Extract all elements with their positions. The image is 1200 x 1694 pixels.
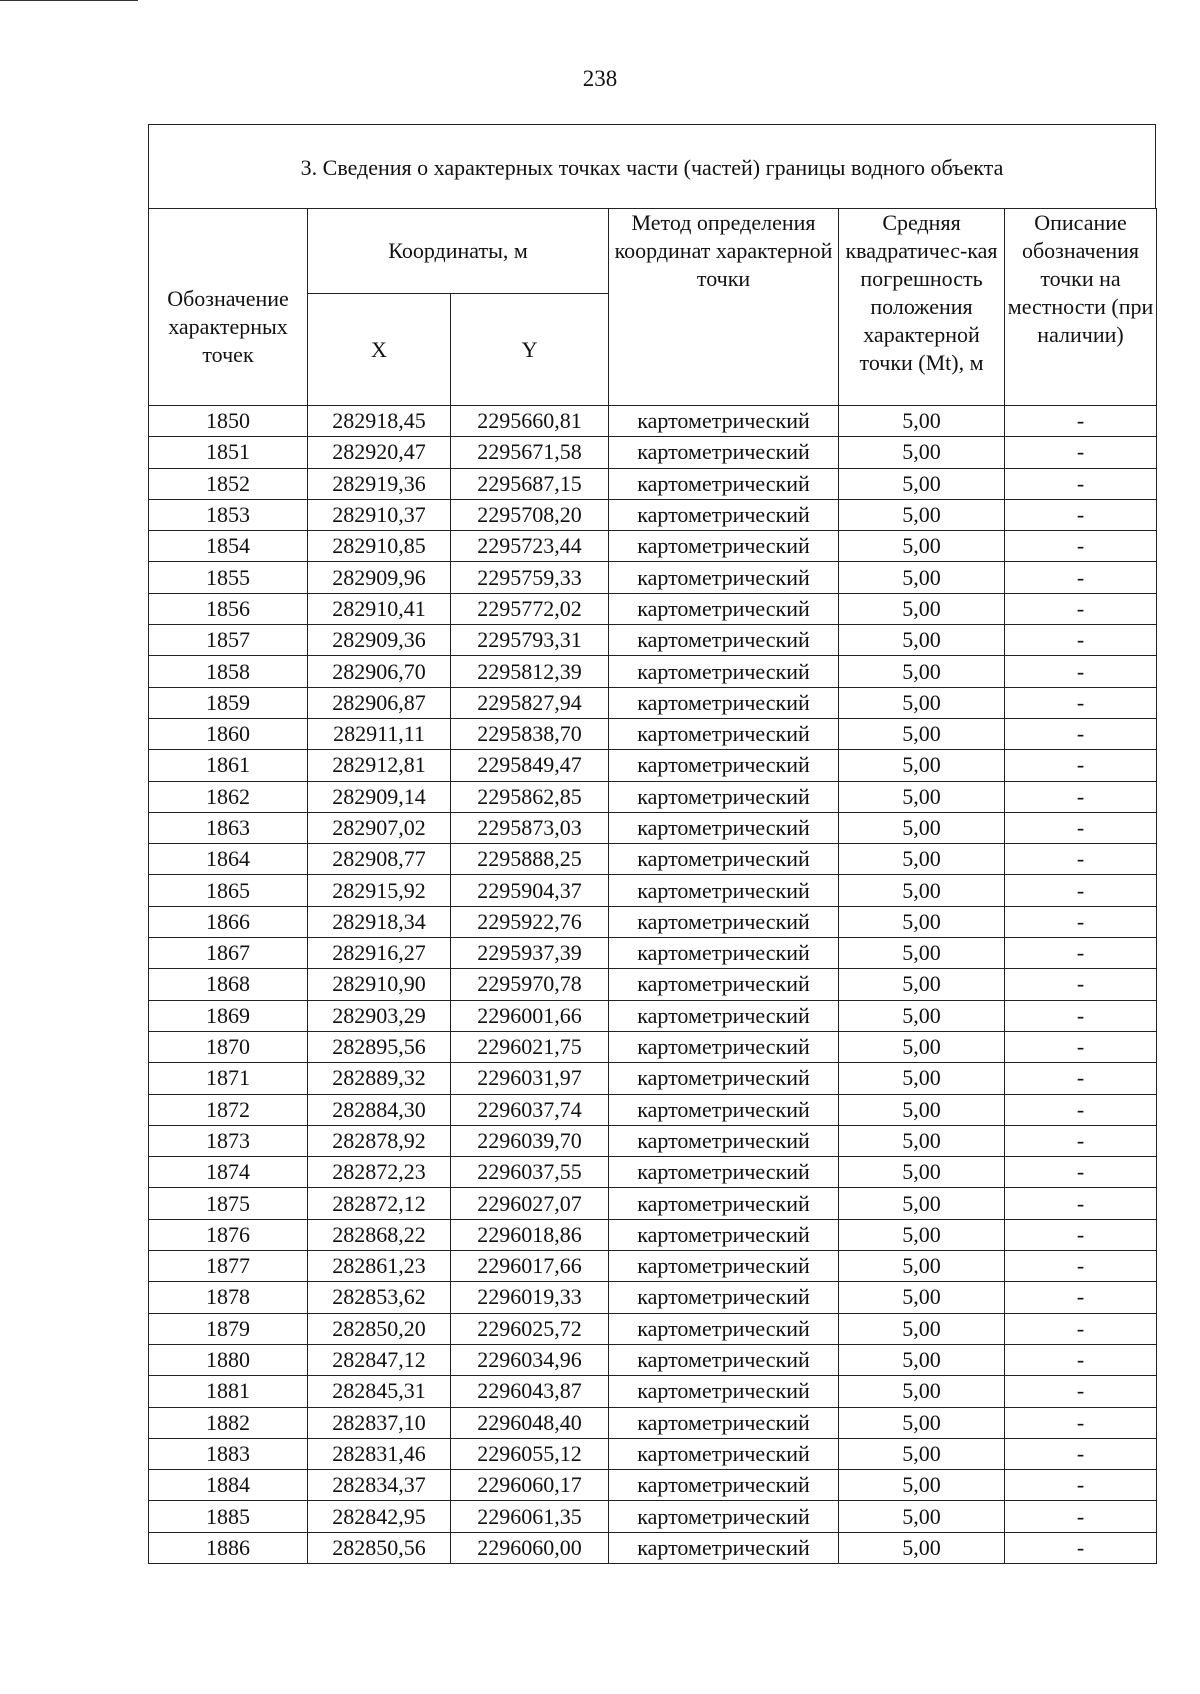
- cell-x: 282907,02: [308, 812, 451, 843]
- cell-mean-error: 5,00: [839, 1031, 1005, 1062]
- table-row: [149, 1470, 1157, 1501]
- cell-mean-error: 5,00: [839, 938, 1005, 969]
- cell-x: 282906,70: [308, 656, 451, 687]
- cell-description: -: [1005, 812, 1157, 843]
- header-designation: Обозначение характерных точек: [149, 209, 308, 406]
- cell-method: картометрический: [609, 906, 839, 937]
- table-row: [149, 468, 1157, 499]
- cell-y: 2295827,94: [451, 687, 609, 718]
- cell-description: -: [1005, 1376, 1157, 1407]
- cell-y: 2295862,85: [451, 781, 609, 812]
- header-x: X: [308, 294, 451, 406]
- table-row: [149, 781, 1157, 812]
- cell-description: -: [1005, 468, 1157, 499]
- cell-method: картометрический: [609, 844, 839, 875]
- cell-description: -: [1005, 625, 1157, 656]
- cell-y: 2296031,97: [451, 1063, 609, 1094]
- cell-y: 2296060,17: [451, 1470, 609, 1501]
- cell-method: картометрический: [609, 593, 839, 624]
- cell-description: -: [1005, 687, 1157, 718]
- cell-point-id: 1875: [149, 1188, 308, 1219]
- cell-method: картометрический: [609, 969, 839, 1000]
- cell-x: 282834,37: [308, 1470, 451, 1501]
- cell-mean-error: 5,00: [839, 1282, 1005, 1313]
- cell-mean-error: 5,00: [839, 1125, 1005, 1156]
- cell-description: -: [1005, 1188, 1157, 1219]
- cell-y: 2295723,44: [451, 531, 609, 562]
- cell-x: 282908,77: [308, 844, 451, 875]
- cell-x: 282850,56: [308, 1532, 451, 1563]
- cell-point-id: 1866: [149, 906, 308, 937]
- cell-mean-error: 5,00: [839, 687, 1005, 718]
- cell-mean-error: 5,00: [839, 1219, 1005, 1250]
- cell-mean-error: 5,00: [839, 625, 1005, 656]
- cell-y: 2296039,70: [451, 1125, 609, 1156]
- table-row: [149, 1251, 1157, 1282]
- cell-point-id: 1854: [149, 531, 308, 562]
- cell-description: -: [1005, 1532, 1157, 1563]
- cell-mean-error: 5,00: [839, 750, 1005, 781]
- cell-point-id: 1877: [149, 1251, 308, 1282]
- cell-method: картометрический: [609, 812, 839, 843]
- table-row: [149, 906, 1157, 937]
- cell-point-id: 1880: [149, 1344, 308, 1375]
- table-row: [149, 875, 1157, 906]
- cell-description: -: [1005, 1157, 1157, 1188]
- cell-mean-error: 5,00: [839, 718, 1005, 749]
- cell-x: 282872,23: [308, 1157, 451, 1188]
- cell-point-id: 1876: [149, 1219, 308, 1250]
- cell-mean-error: 5,00: [839, 531, 1005, 562]
- cell-method: картометрический: [609, 1501, 839, 1532]
- cell-point-id: 1864: [149, 844, 308, 875]
- cell-point-id: 1850: [149, 406, 308, 437]
- cell-point-id: 1869: [149, 1000, 308, 1031]
- cell-description: -: [1005, 844, 1157, 875]
- table-header: [149, 209, 1157, 406]
- cell-method: картометрический: [609, 1219, 839, 1250]
- table-row: [149, 1532, 1157, 1563]
- cell-point-id: 1882: [149, 1407, 308, 1438]
- table-row: [149, 750, 1157, 781]
- cell-mean-error: 5,00: [839, 593, 1005, 624]
- cell-description: -: [1005, 1000, 1157, 1031]
- cell-method: картометрический: [609, 1188, 839, 1219]
- cell-point-id: 1881: [149, 1376, 308, 1407]
- cell-mean-error: 5,00: [839, 812, 1005, 843]
- cell-y: 2296060,00: [451, 1532, 609, 1563]
- cell-x: 282915,92: [308, 875, 451, 906]
- table-row: [149, 499, 1157, 530]
- table-row: [149, 969, 1157, 1000]
- table-row: [149, 687, 1157, 718]
- cell-y: 2295904,37: [451, 875, 609, 906]
- cell-y: 2296019,33: [451, 1282, 609, 1313]
- cell-mean-error: 5,00: [839, 844, 1005, 875]
- header-mean-error: Средняя квадратичес-кая погрешность положения характерной точки (Mt), м: [839, 209, 1005, 406]
- cell-y: 2295660,81: [451, 406, 609, 437]
- cell-method: картометрический: [609, 1376, 839, 1407]
- header-y: Y: [451, 294, 609, 406]
- cell-y: 2296037,55: [451, 1157, 609, 1188]
- table-row: [149, 1282, 1157, 1313]
- cell-description: -: [1005, 1344, 1157, 1375]
- cell-description: -: [1005, 1125, 1157, 1156]
- cell-description: -: [1005, 1094, 1157, 1125]
- section-header-box: [148, 124, 1156, 208]
- cell-mean-error: 5,00: [839, 468, 1005, 499]
- cell-description: -: [1005, 1031, 1157, 1062]
- table-row: [149, 593, 1157, 624]
- cell-x: 282918,34: [308, 906, 451, 937]
- cell-mean-error: 5,00: [839, 437, 1005, 468]
- cell-x: 282910,41: [308, 593, 451, 624]
- table-row: [149, 1094, 1157, 1125]
- cell-point-id: 1868: [149, 969, 308, 1000]
- cell-x: 282910,90: [308, 969, 451, 1000]
- table-row: [149, 718, 1157, 749]
- cell-description: -: [1005, 969, 1157, 1000]
- cell-y: 2295708,20: [451, 499, 609, 530]
- cell-point-id: 1870: [149, 1031, 308, 1062]
- cell-method: картометрический: [609, 1438, 839, 1469]
- table-row: [149, 812, 1157, 843]
- cell-x: 282853,62: [308, 1282, 451, 1313]
- cell-point-id: 1878: [149, 1282, 308, 1313]
- cell-y: 2296025,72: [451, 1313, 609, 1344]
- table-row: [149, 1219, 1157, 1250]
- table-row: [149, 1000, 1157, 1031]
- cell-method: картометрический: [609, 1407, 839, 1438]
- cell-description: -: [1005, 562, 1157, 593]
- cell-y: 2296027,07: [451, 1188, 609, 1219]
- table-row: [149, 1125, 1157, 1156]
- cell-method: картометрический: [609, 750, 839, 781]
- cell-x: 282911,11: [308, 718, 451, 749]
- cell-description: -: [1005, 593, 1157, 624]
- cell-point-id: 1879: [149, 1313, 308, 1344]
- cell-x: 282895,56: [308, 1031, 451, 1062]
- cell-method: картометрический: [609, 1094, 839, 1125]
- cell-method: картометрический: [609, 1157, 839, 1188]
- cell-x: 282850,20: [308, 1313, 451, 1344]
- cell-method: картометрический: [609, 1031, 839, 1062]
- table-row: [149, 1438, 1157, 1469]
- cell-point-id: 1856: [149, 593, 308, 624]
- cell-method: картометрический: [609, 1282, 839, 1313]
- cell-description: -: [1005, 1063, 1157, 1094]
- cell-point-id: 1873: [149, 1125, 308, 1156]
- cell-method: картометрический: [609, 406, 839, 437]
- cell-method: картометрический: [609, 687, 839, 718]
- cell-method: картометрический: [609, 1470, 839, 1501]
- cell-y: 2296043,87: [451, 1376, 609, 1407]
- cell-mean-error: 5,00: [839, 499, 1005, 530]
- cell-y: 2295671,58: [451, 437, 609, 468]
- header-method: Метод определения координат характерной точки: [609, 209, 839, 406]
- table-row: [149, 1376, 1157, 1407]
- table-row: [149, 1157, 1157, 1188]
- cell-point-id: 1874: [149, 1157, 308, 1188]
- cell-y: 2296048,40: [451, 1407, 609, 1438]
- cell-y: 2296037,74: [451, 1094, 609, 1125]
- cell-mean-error: 5,00: [839, 1438, 1005, 1469]
- cell-description: -: [1005, 750, 1157, 781]
- cell-y: 2296018,86: [451, 1219, 609, 1250]
- table-row: [149, 437, 1157, 468]
- cell-point-id: 1884: [149, 1470, 308, 1501]
- cell-point-id: 1886: [149, 1532, 308, 1563]
- cell-y: 2296017,66: [451, 1251, 609, 1282]
- cell-x: 282878,92: [308, 1125, 451, 1156]
- header-description: Описание обозначения точки на местности (при наличии): [1005, 209, 1157, 406]
- table-row: [149, 656, 1157, 687]
- cell-y: 2295838,70: [451, 718, 609, 749]
- cell-x: 282831,46: [308, 1438, 451, 1469]
- cell-mean-error: 5,00: [839, 1344, 1005, 1375]
- table-row: [149, 562, 1157, 593]
- cell-mean-error: 5,00: [839, 1188, 1005, 1219]
- cell-point-id: 1871: [149, 1063, 308, 1094]
- cell-description: -: [1005, 437, 1157, 468]
- cell-point-id: 1861: [149, 750, 308, 781]
- cell-description: -: [1005, 531, 1157, 562]
- cell-x: 282837,10: [308, 1407, 451, 1438]
- table-row: [149, 625, 1157, 656]
- table-row: [149, 1313, 1157, 1344]
- table-row: [149, 406, 1157, 437]
- cell-mean-error: 5,00: [839, 969, 1005, 1000]
- cell-method: картометрический: [609, 656, 839, 687]
- cell-description: -: [1005, 1501, 1157, 1532]
- cell-x: 282919,36: [308, 468, 451, 499]
- cell-mean-error: 5,00: [839, 1063, 1005, 1094]
- cell-mean-error: 5,00: [839, 1376, 1005, 1407]
- cell-mean-error: 5,00: [839, 781, 1005, 812]
- cell-y: 2295849,47: [451, 750, 609, 781]
- cell-method: картометрический: [609, 718, 839, 749]
- page-number: 238: [582, 66, 618, 91]
- cell-x: 282909,14: [308, 781, 451, 812]
- cell-x: 282906,87: [308, 687, 451, 718]
- cell-mean-error: 5,00: [839, 656, 1005, 687]
- cell-method: картометрический: [609, 1532, 839, 1563]
- cell-mean-error: 5,00: [839, 406, 1005, 437]
- cell-point-id: 1853: [149, 499, 308, 530]
- table-row: [149, 1501, 1157, 1532]
- table-row: [149, 531, 1157, 562]
- cell-description: -: [1005, 656, 1157, 687]
- cell-x: 282872,12: [308, 1188, 451, 1219]
- cell-method: картометрический: [609, 499, 839, 530]
- cell-y: 2295759,33: [451, 562, 609, 593]
- cell-description: -: [1005, 718, 1157, 749]
- cell-point-id: 1883: [149, 1438, 308, 1469]
- cell-x: 282916,27: [308, 938, 451, 969]
- cell-description: -: [1005, 1313, 1157, 1344]
- cell-y: 2296021,75: [451, 1031, 609, 1062]
- cell-method: картометрический: [609, 531, 839, 562]
- cell-x: 282845,31: [308, 1376, 451, 1407]
- table-row: [149, 938, 1157, 969]
- cell-y: 2296001,66: [451, 1000, 609, 1031]
- cell-mean-error: 5,00: [839, 1000, 1005, 1031]
- cell-y: 2295687,15: [451, 468, 609, 499]
- cell-x: 282910,85: [308, 531, 451, 562]
- cell-x: 282842,95: [308, 1501, 451, 1532]
- cell-y: 2296034,96: [451, 1344, 609, 1375]
- table-row: [149, 1344, 1157, 1375]
- cell-mean-error: 5,00: [839, 1407, 1005, 1438]
- cell-method: картометрический: [609, 468, 839, 499]
- cell-mean-error: 5,00: [839, 1094, 1005, 1125]
- cell-y: 2295970,78: [451, 969, 609, 1000]
- cell-y: 2296055,12: [451, 1438, 609, 1469]
- cell-mean-error: 5,00: [839, 1532, 1005, 1563]
- cell-mean-error: 5,00: [839, 1313, 1005, 1344]
- cell-description: -: [1005, 875, 1157, 906]
- cell-x: 282918,45: [308, 406, 451, 437]
- cell-method: картометрический: [609, 1251, 839, 1282]
- cell-method: картометрический: [609, 437, 839, 468]
- cell-mean-error: 5,00: [839, 906, 1005, 937]
- cell-y: 2295812,39: [451, 656, 609, 687]
- cell-method: картометрический: [609, 1063, 839, 1094]
- table-row: [149, 1407, 1157, 1438]
- cell-method: картометрический: [609, 625, 839, 656]
- cell-method: картометрический: [609, 875, 839, 906]
- cell-y: 2295873,03: [451, 812, 609, 843]
- cell-point-id: 1859: [149, 687, 308, 718]
- cell-x: 282909,36: [308, 625, 451, 656]
- cell-method: картометрический: [609, 1344, 839, 1375]
- cell-method: картометрический: [609, 1125, 839, 1156]
- cell-x: 282847,12: [308, 1344, 451, 1375]
- cell-mean-error: 5,00: [839, 562, 1005, 593]
- cell-point-id: 1860: [149, 718, 308, 749]
- header-coordinates: Координаты, м: [308, 209, 609, 294]
- cell-method: картометрический: [609, 1000, 839, 1031]
- table-row: [149, 1063, 1157, 1094]
- cell-description: -: [1005, 1282, 1157, 1313]
- cell-method: картометрический: [609, 938, 839, 969]
- cell-point-id: 1885: [149, 1501, 308, 1532]
- cell-x: 282910,37: [308, 499, 451, 530]
- cell-description: -: [1005, 406, 1157, 437]
- table-body: [149, 406, 1157, 1564]
- cell-method: картометрический: [609, 562, 839, 593]
- cell-x: 282861,23: [308, 1251, 451, 1282]
- cell-description: -: [1005, 938, 1157, 969]
- table-row: [149, 1031, 1157, 1062]
- cell-x: 282889,32: [308, 1063, 451, 1094]
- cell-point-id: 1858: [149, 656, 308, 687]
- cell-point-id: 1852: [149, 468, 308, 499]
- cell-x: 282868,22: [308, 1219, 451, 1250]
- cell-point-id: 1855: [149, 562, 308, 593]
- cell-y: 2295922,76: [451, 906, 609, 937]
- cell-x: 282884,30: [308, 1094, 451, 1125]
- cell-description: -: [1005, 906, 1157, 937]
- cell-method: картометрический: [609, 1313, 839, 1344]
- cell-point-id: 1865: [149, 875, 308, 906]
- cell-point-id: 1863: [149, 812, 308, 843]
- cell-point-id: 1851: [149, 437, 308, 468]
- scan-edge-line: [0, 0, 138, 2]
- table-row: [149, 844, 1157, 875]
- cell-y: 2295937,39: [451, 938, 609, 969]
- cell-y: 2295793,31: [451, 625, 609, 656]
- cell-description: -: [1005, 781, 1157, 812]
- cell-x: 282903,29: [308, 1000, 451, 1031]
- characteristic-points-table: [148, 208, 1157, 1564]
- cell-method: картометрический: [609, 781, 839, 812]
- cell-description: -: [1005, 1470, 1157, 1501]
- cell-description: -: [1005, 1251, 1157, 1282]
- cell-description: -: [1005, 1407, 1157, 1438]
- cell-x: 282920,47: [308, 437, 451, 468]
- cell-description: -: [1005, 1219, 1157, 1250]
- table-row: [149, 1188, 1157, 1219]
- cell-y: 2295888,25: [451, 844, 609, 875]
- cell-mean-error: 5,00: [839, 1470, 1005, 1501]
- cell-y: 2296061,35: [451, 1501, 609, 1532]
- section-title: 3. Сведения о характерных точках части (частей) границы водного объекта: [300, 155, 1004, 180]
- cell-x: 282909,96: [308, 562, 451, 593]
- cell-mean-error: 5,00: [839, 1157, 1005, 1188]
- cell-x: 282912,81: [308, 750, 451, 781]
- cell-point-id: 1862: [149, 781, 308, 812]
- cell-point-id: 1867: [149, 938, 308, 969]
- cell-point-id: 1857: [149, 625, 308, 656]
- cell-point-id: 1872: [149, 1094, 308, 1125]
- cell-mean-error: 5,00: [839, 875, 1005, 906]
- cell-mean-error: 5,00: [839, 1501, 1005, 1532]
- cell-y: 2295772,02: [451, 593, 609, 624]
- cell-mean-error: 5,00: [839, 1251, 1005, 1282]
- cell-description: -: [1005, 499, 1157, 530]
- cell-description: -: [1005, 1438, 1157, 1469]
